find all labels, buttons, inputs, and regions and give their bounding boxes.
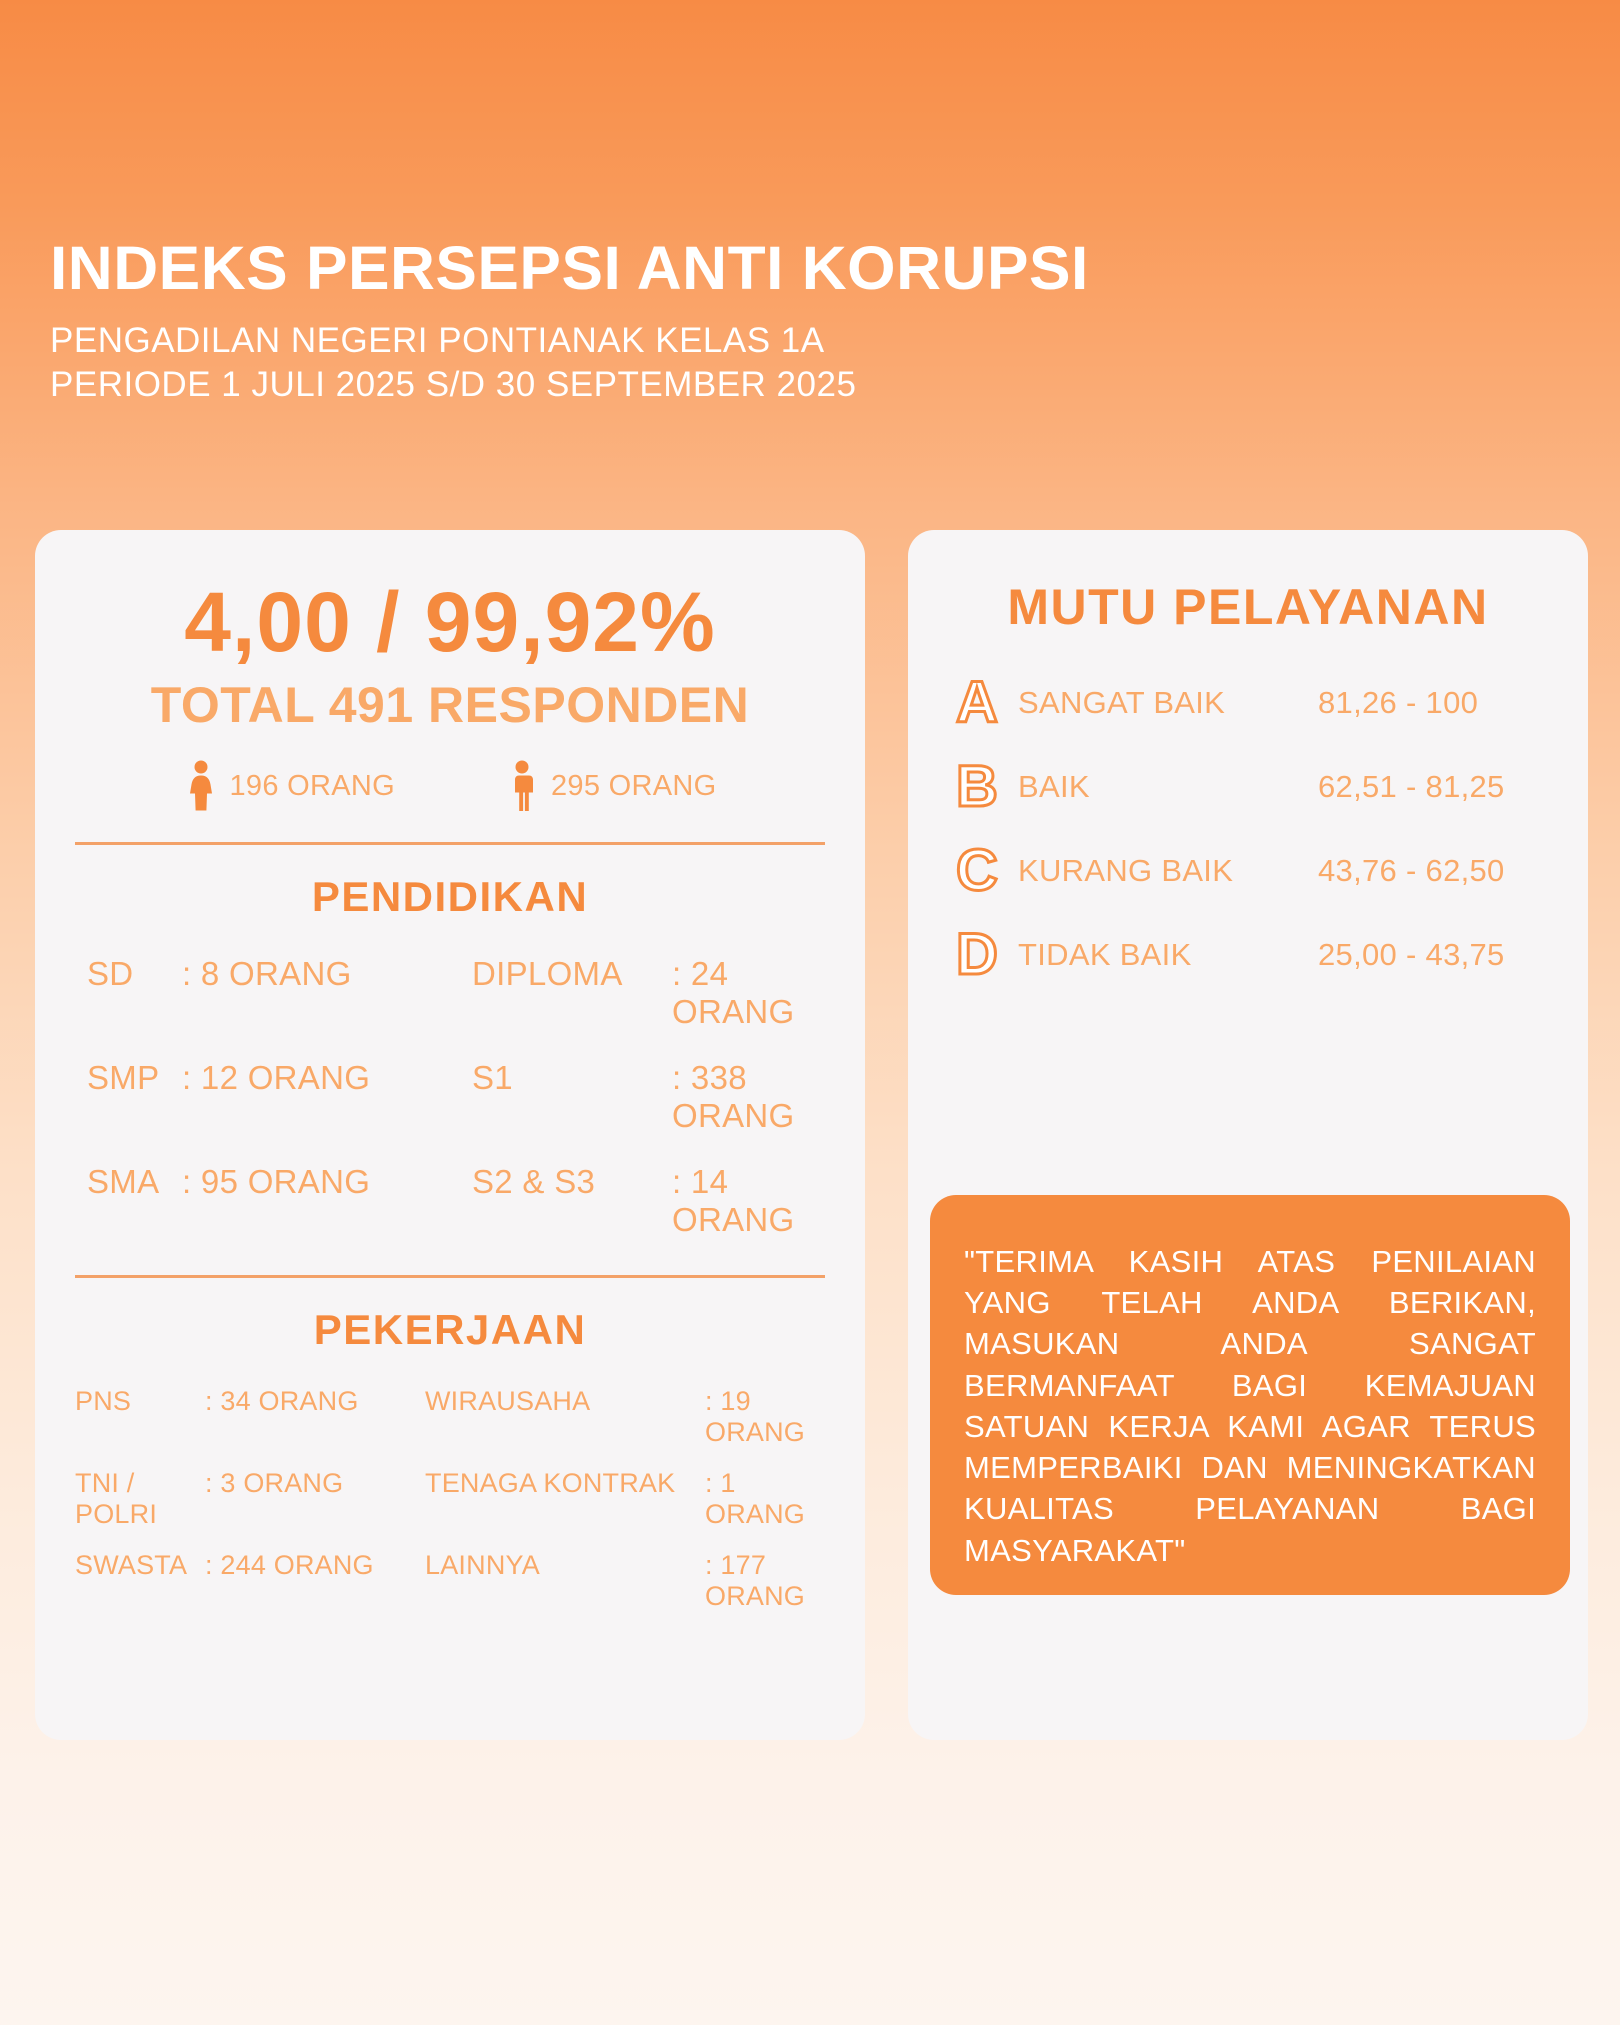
education-value: : 8 ORANG bbox=[182, 955, 352, 993]
male-respondents bbox=[505, 760, 717, 812]
divider-education bbox=[75, 842, 825, 845]
header bbox=[50, 234, 1250, 407]
job-value: : 244 ORANG bbox=[205, 1550, 374, 1581]
male-count-label: 295 ORANG bbox=[551, 769, 717, 802]
grade-badge: D bbox=[956, 922, 998, 987]
grade-badge: C bbox=[956, 838, 998, 903]
gender-breakdown bbox=[35, 760, 865, 812]
education-value: : 338 ORANG bbox=[672, 1059, 795, 1135]
service-quality-row bbox=[956, 670, 1548, 735]
score-value: 4,00 / 99,92% bbox=[184, 575, 716, 669]
grade-range: 25,00 - 43,75 bbox=[1318, 937, 1505, 972]
page-subtitle-period: PERIODE 1 JULI 2025 S/D 30 SEPTEMBER 2025 bbox=[50, 364, 857, 404]
education-grid bbox=[87, 955, 813, 1239]
grade-label: BAIK bbox=[1018, 769, 1090, 804]
education-key: SMA bbox=[87, 1163, 160, 1201]
respondent-total: TOTAL 491 RESPONDEN bbox=[150, 677, 750, 734]
female-icon bbox=[184, 760, 218, 812]
job-value: : 34 ORANG bbox=[205, 1386, 359, 1417]
job-key: LAINNYA bbox=[425, 1550, 540, 1581]
grade-label: SANGAT BAIK bbox=[1018, 685, 1226, 720]
grade-range: 43,76 - 62,50 bbox=[1318, 853, 1505, 888]
female-respondents bbox=[184, 760, 396, 812]
education-title: PENDIDIKAN bbox=[311, 873, 589, 921]
service-quality-row bbox=[956, 754, 1548, 819]
education-key: DIPLOMA bbox=[472, 955, 623, 993]
service-quality-title: MUTU PELAYANAN bbox=[1007, 579, 1489, 635]
education-value: : 12 ORANG bbox=[182, 1059, 371, 1097]
education-value: : 24 ORANG bbox=[672, 955, 795, 1031]
job-value: : 19 ORANG bbox=[705, 1386, 806, 1448]
grade-label: KURANG BAIK bbox=[1018, 853, 1234, 888]
thank-you-box bbox=[930, 1195, 1570, 1595]
score-block bbox=[35, 530, 865, 812]
service-quality-list bbox=[908, 670, 1588, 987]
job-key: TNI / POLRI bbox=[75, 1468, 158, 1530]
education-key: SD bbox=[87, 955, 134, 993]
grade-label: TIDAK BAIK bbox=[1018, 937, 1192, 972]
service-quality-row bbox=[956, 838, 1548, 903]
grade-range: 62,51 - 81,25 bbox=[1318, 769, 1505, 804]
education-value: : 95 ORANG bbox=[182, 1163, 371, 1201]
job-key: PNS bbox=[75, 1386, 132, 1417]
job-value: : 177 ORANG bbox=[705, 1550, 806, 1612]
page-title: INDEKS PERSEPSI ANTI KORUPSI bbox=[50, 234, 1089, 302]
grade-badge: A bbox=[956, 670, 998, 735]
job-key: WIRAUSAHA bbox=[425, 1386, 591, 1417]
grade-range: 81,26 - 100 bbox=[1318, 685, 1479, 720]
job-value: : 1 ORANG bbox=[705, 1468, 806, 1530]
job-key: SWASTA bbox=[75, 1550, 188, 1581]
education-section bbox=[35, 873, 865, 1239]
thank-you-text: "TERIMA KASIH ATAS PENILAIAN YANG TELAH ANDA BERIKAN, MASUKAN ANDA SANGAT BERMANFAAT BAGI KEMAJUAN SATUAN KERJA KAMI AGAR TERUS MEMPERBAIKI DAN MENINGKATKAN KUALITAS PELAYANAN BAGI MASYARAKAT" bbox=[964, 1244, 1536, 1568]
jobs-grid bbox=[75, 1386, 825, 1612]
education-key: SMP bbox=[87, 1059, 160, 1097]
page-subtitle-court: PENGADILAN NEGERI PONTIANAK KELAS 1A bbox=[50, 321, 825, 360]
service-quality-row bbox=[956, 922, 1548, 987]
job-value: : 3 ORANG bbox=[205, 1468, 344, 1499]
divider-jobs bbox=[75, 1275, 825, 1278]
summary-card bbox=[35, 530, 865, 1740]
male-icon bbox=[505, 760, 539, 812]
education-key: S1 bbox=[472, 1059, 513, 1097]
job-key: TENAGA KONTRAK bbox=[425, 1468, 676, 1499]
jobs-title: PEKERJAAN bbox=[313, 1306, 587, 1354]
education-value: : 14 ORANG bbox=[672, 1163, 795, 1239]
education-key: S2 & S3 bbox=[472, 1163, 596, 1201]
female-count-label: 196 ORANG bbox=[229, 769, 395, 802]
jobs-section bbox=[35, 1306, 865, 1612]
grade-badge: B bbox=[956, 754, 998, 819]
